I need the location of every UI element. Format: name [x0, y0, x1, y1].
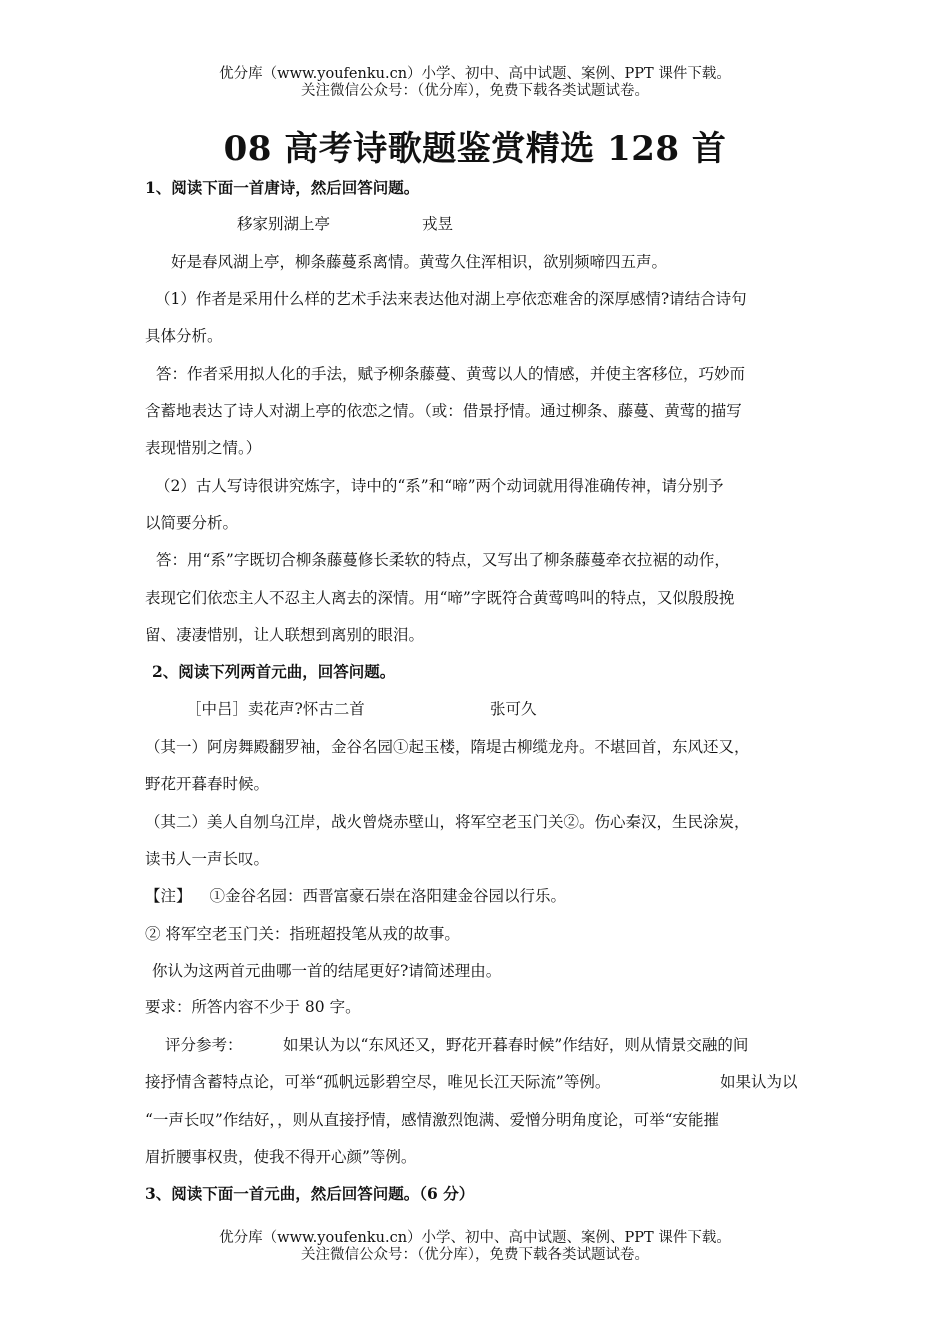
page-header — [0, 66, 950, 100]
q2-reference-line-2a: 接抒情含蓄特点论，可举“孤帆远影碧空尽，唯见长江天际流”等例。 — [145, 1073, 611, 1091]
q2-note-2: ② 将军空老玉门关：指班超投笔从戎的故事。 — [145, 925, 460, 943]
q2-reference-line-2b: 如果认为以 — [720, 1073, 798, 1091]
q2-note-1-text: ①金谷名园：西晋富豪石崇在洛阳建金谷园以行乐。 — [209, 887, 567, 905]
q2-reference-label: 评分参考： — [165, 1036, 243, 1054]
q2-poem2-line-2: 读书人一声长叹。 — [145, 850, 270, 868]
q2-note-label: 【注】 — [145, 887, 192, 905]
q1-answer2-line-3: 留、凄凄惜别，让人联想到离别的眼泪。 — [145, 626, 425, 644]
header-line-1: 优分库（www.youfenku.cn）小学、初中、高中试题、案例、PPT 课件下载。 — [219, 66, 731, 82]
q1-poem-title: 移家别湖上亭 — [237, 215, 331, 233]
q1-answer1-line-1: 答：作者采用拟人化的手法，赋予柳条藤蔓、黄莺以人的情感，并使主客移位，巧妙而 — [156, 365, 746, 383]
header-line-2: 关注微信公众号：（优分库），免费下载各类试题试卷。 — [301, 83, 649, 99]
q2-note-1 — [145, 885, 566, 907]
document-title: 08 高考诗歌题鉴赏精选 128 首 — [223, 129, 727, 169]
q1-sub1-line-2: 具体分析。 — [145, 327, 223, 345]
q3-heading: 3、阅读下面一首元曲，然后回答问题。（6 分） — [145, 1184, 475, 1203]
q1-sub1-line-1: （1）作者是采用什么样的艺术手法来表达他对湖上亭依恋难舍的深厚感情?请结合诗句 — [155, 290, 747, 308]
q2-reference-line-4: 眉折腰事权贵，使我不得开心颜”等例。 — [145, 1148, 417, 1166]
q2-heading: 2、阅读下列两首元曲，回答问题。 — [152, 662, 396, 681]
q1-answer2-line-1: 答：用“系”字既切合柳条藤蔓修长柔软的特点，又写出了柳条藤蔓牵衣拉裾的动作， — [156, 551, 730, 569]
q2-question: 你认为这两首元曲哪一首的结尾更好?请简述理由。 — [152, 962, 502, 980]
q2-poem2-line-1: （其二）美人自刎乌江岸，战火曾烧赤壁山，将军空老玉门关②。伤心秦汉，生民涂炭， — [145, 813, 750, 831]
q2-poem-title: ［中吕］卖花声?怀古二首 — [186, 700, 365, 718]
q2-reference-line-3: “一声长叹”作结好，，则从直接抒情，感情激烈饱满、爱憎分明角度论，可举“安能摧 — [145, 1111, 720, 1129]
q2-requirement: 要求：所答内容不少于 80 字。 — [145, 998, 361, 1016]
q1-poet: 戎昱 — [422, 215, 454, 233]
q1-heading: 1、阅读下面一首唐诗，然后回答问题。 — [145, 178, 420, 197]
q1-answer1-line-2: 含蓄地表达了诗人对湖上亭的依恋之情。（或：借景抒情。通过柳条、藤蔓、黄莺的描写 — [145, 402, 742, 420]
q2-poem1-line-1: （其一）阿房舞殿翻罗袖，金谷名园①起玉楼，隋堤古柳缆龙舟。不堪回首，东风还又， — [145, 738, 750, 756]
q2-poem1-line-2: 野花开暮春时候。 — [145, 775, 270, 793]
q2-reference-line-1: 如果认为以“东风还又，野花开暮春时候”作结好，则从情景交融的间 — [283, 1036, 749, 1054]
q1-answer2-line-2: 表现它们依恋主人不忍主人离去的深情。用“啼”字既符合黄莺鸣叫的特点，又似殷殷挽 — [145, 589, 735, 607]
page-footer — [0, 1230, 950, 1264]
q1-answer1-line-3: 表现惜别之情。） — [145, 439, 262, 457]
footer-line-1: 优分库（www.youfenku.cn）小学、初中、高中试题、案例、PPT 课件下载。 — [219, 1230, 731, 1246]
q1-sub2-line-1: （2）古人写诗很讲究炼字，诗中的“系”和“啼”两个动词就用得准确传神，请分别予 — [155, 477, 724, 495]
q1-poem-text: 好是春风湖上亭，柳条藤蔓系离情。黄莺久住浑相识，欲别频啼四五声。 — [171, 253, 668, 271]
footer-line-2: 关注微信公众号：（优分库），免费下载各类试题试卷。 — [301, 1247, 649, 1263]
q2-poet: 张可久 — [490, 700, 537, 718]
q1-sub2-line-2: 以简要分析。 — [145, 514, 239, 532]
